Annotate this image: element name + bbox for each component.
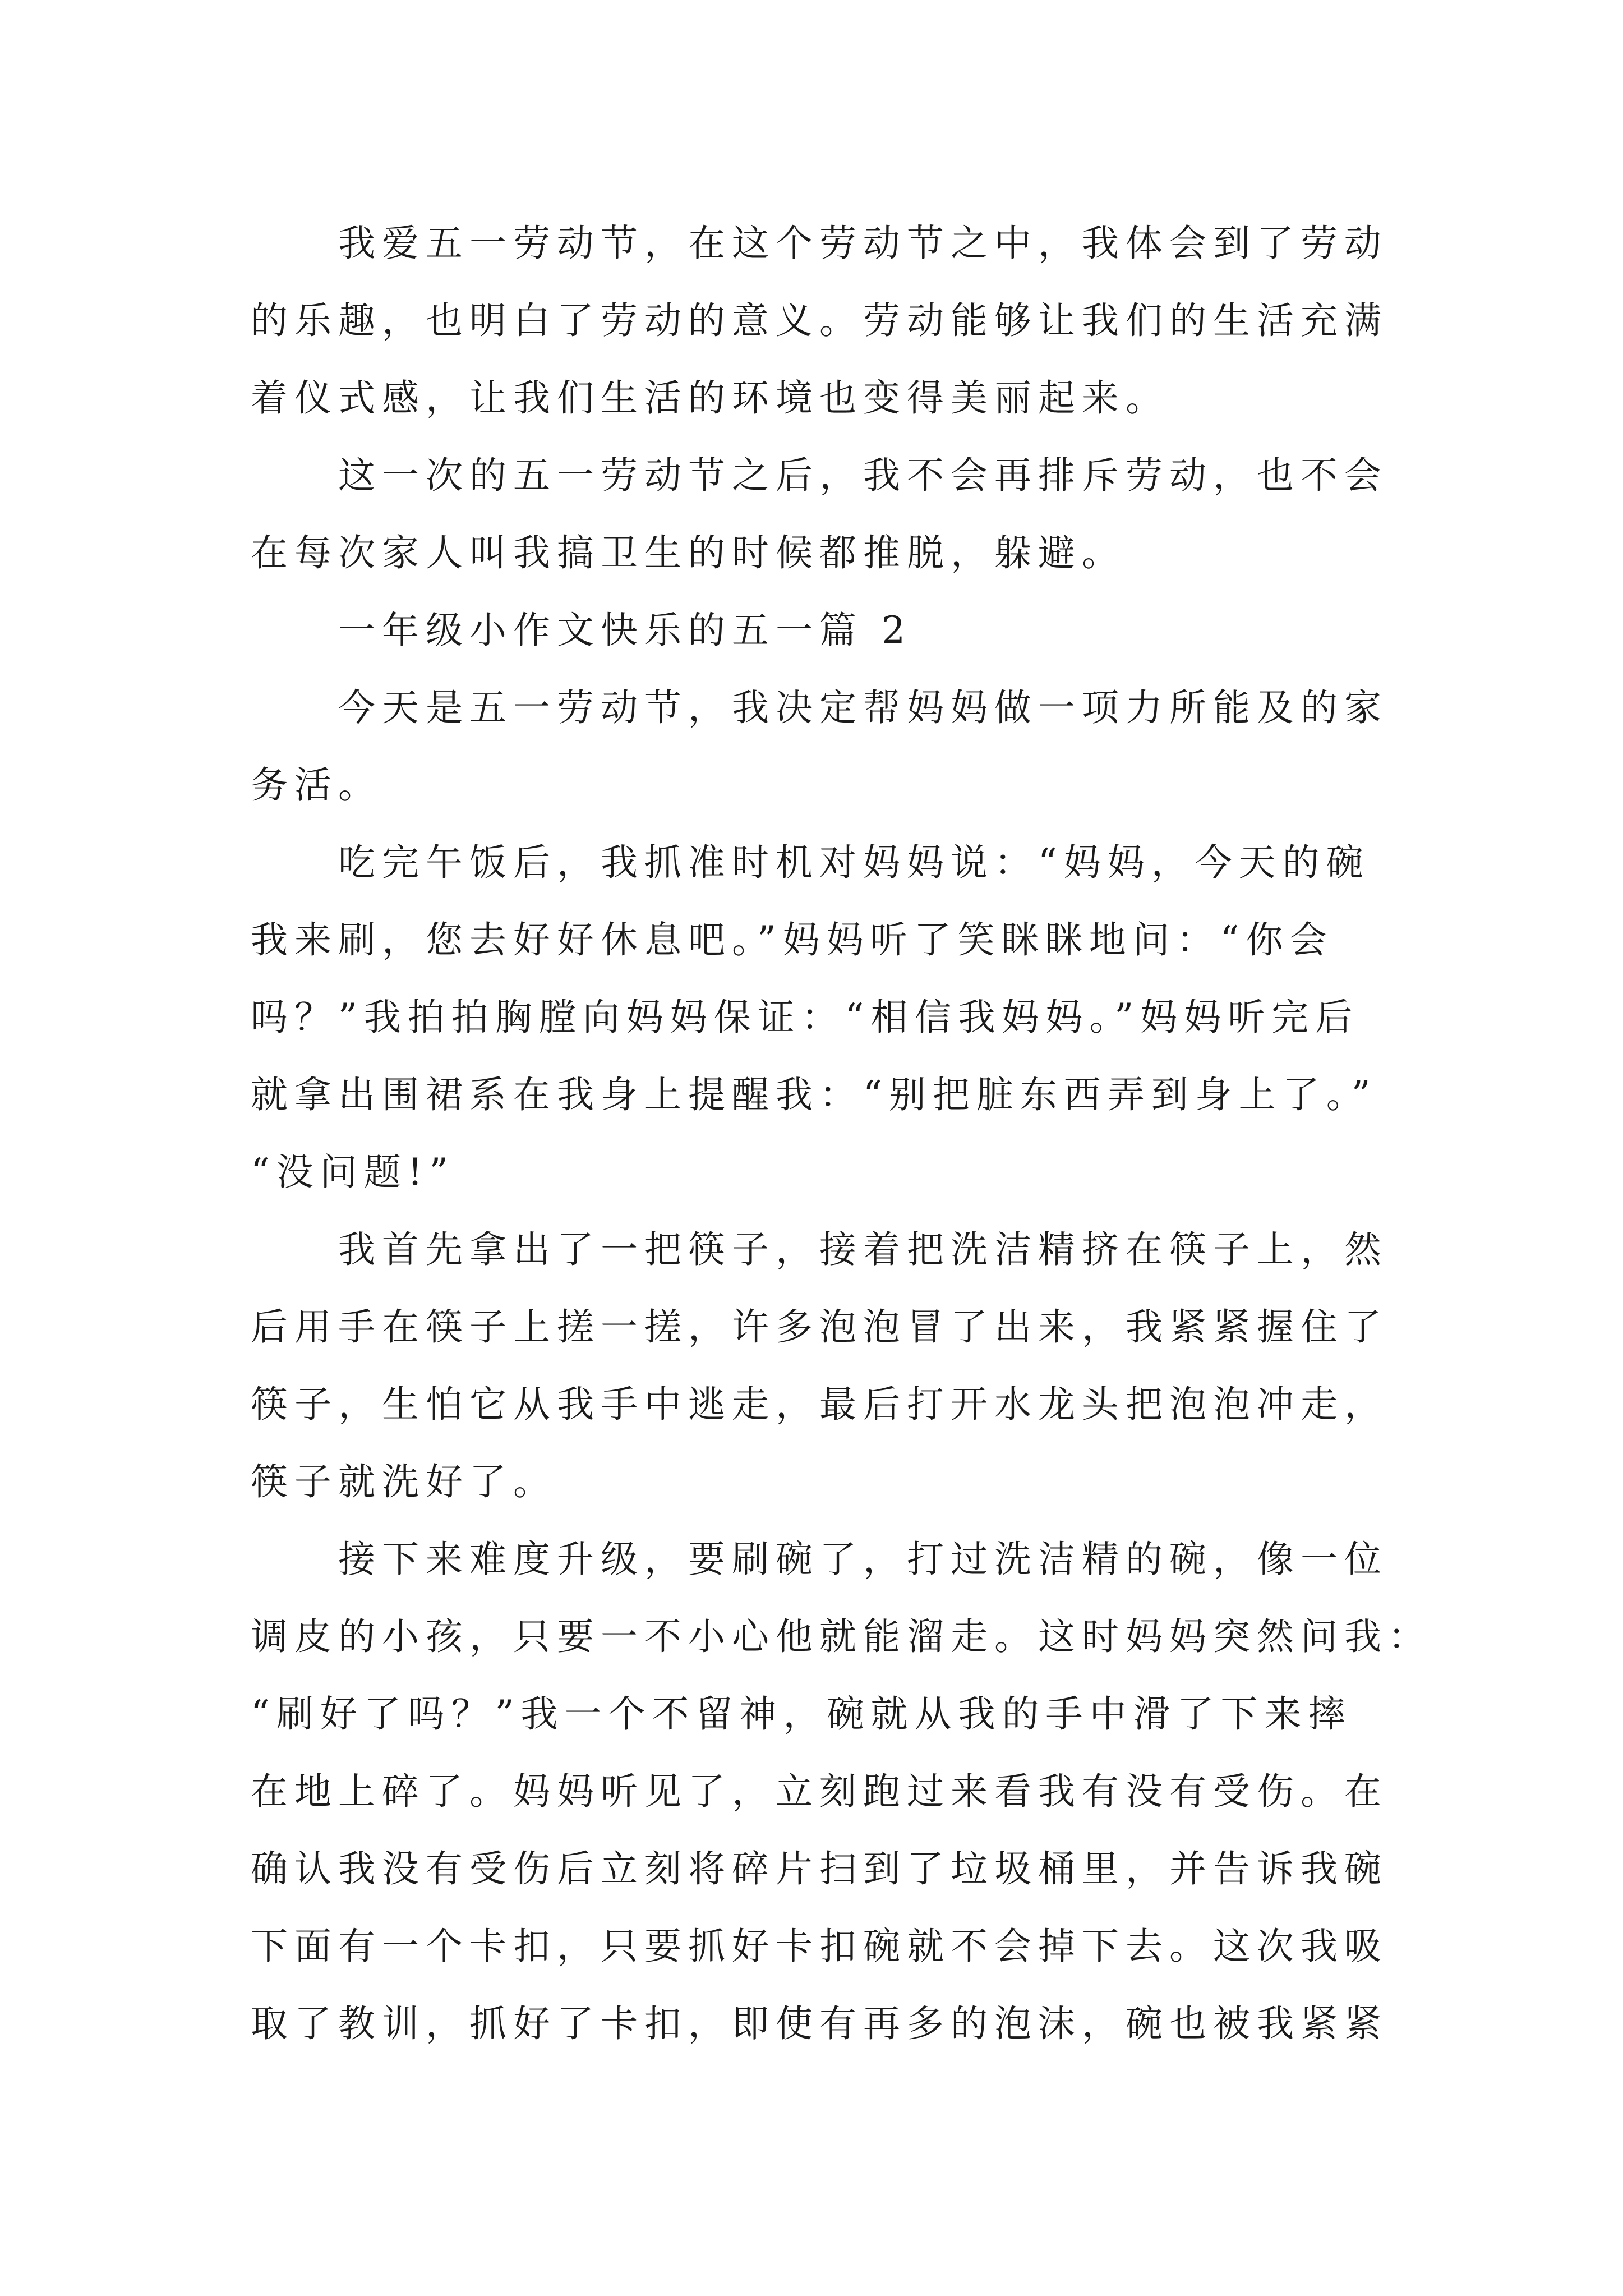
text-line: 就拿出围裙系在我身上提醒我：“别把脏东西弄到身上了。”	[251, 1073, 1377, 1116]
text-line: 我首先拿出了一把筷子，接着把洗洁精挤在筷子上，然	[338, 1228, 1388, 1271]
text-line: 务活。	[251, 763, 382, 807]
text-line: 这一次的五一劳动节之后，我不会再排斥劳动，也不会	[338, 454, 1388, 497]
paragraph	[251, 669, 1451, 824]
text-line: 在地上碎了。妈妈听见了，立刻跑过来看我有没有受伤。在	[251, 1770, 1388, 1813]
document-body	[251, 205, 1451, 2063]
text-line: “刷好了吗？”我一个不留神，碗就从我的手中滑了下来摔	[251, 1692, 1352, 1736]
text-line: 今天是五一劳动节，我决定帮妈妈做一项力所能及的家	[338, 686, 1388, 729]
text-line: 在每次家人叫我搞卫生的时候都推脱，躲避。	[251, 531, 1126, 574]
text-line: 下面有一个卡扣，只要抓好卡扣碗就不会掉下去。这次我吸	[251, 1925, 1388, 1968]
text-line: 筷子就洗好了。	[251, 1460, 557, 1503]
paragraph	[251, 1211, 1451, 1521]
text-line: 吗？”我拍拍胸膛向妈妈保证：“相信我妈妈。”妈妈听完后	[251, 996, 1359, 1039]
heading-text: 一年级小作文快乐的五一篇 2	[338, 609, 912, 652]
text-line: 调皮的小孩，只要一不小心他就能溜走。这时妈妈突然问我：	[251, 1615, 1432, 1658]
text-line: 的乐趣，也明白了劳动的意义。劳动能够让我们的生活充满	[251, 299, 1388, 342]
paragraph	[251, 1521, 1451, 2063]
paragraph	[251, 437, 1451, 592]
text-line: 我爱五一劳动节，在这个劳动节之中，我体会到了劳动	[338, 222, 1388, 265]
paragraph	[251, 824, 1451, 1211]
text-line: 吃完午饭后，我抓准时机对妈妈说：“妈妈，今天的碗	[338, 841, 1370, 884]
text-line: 筷子，生怕它从我手中逃走，最后打开水龙头把泡泡冲走，	[251, 1383, 1388, 1426]
text-line: 着仪式感，让我们生活的环境也变得美丽起来。	[251, 376, 1169, 420]
section-heading	[251, 592, 1451, 669]
text-line: 接下来难度升级，要刷碗了，打过洗洁精的碗，像一位	[338, 1538, 1388, 1581]
text-line: “没问题!”	[251, 1151, 455, 1194]
text-line: 我来刷，您去好好休息吧。”妈妈听了笑眯眯地问：“你会	[251, 918, 1334, 961]
text-line: 确认我没有受伤后立刻将碎片扫到了垃圾桶里，并告诉我碗	[251, 1847, 1388, 1890]
text-line: 取了教训，抓好了卡扣，即使有再多的泡沫，碗也被我紧紧	[251, 2002, 1388, 2045]
paragraph	[251, 205, 1451, 437]
text-line: 后用手在筷子上搓一搓，许多泡泡冒了出来，我紧紧握住了	[251, 1305, 1388, 1349]
